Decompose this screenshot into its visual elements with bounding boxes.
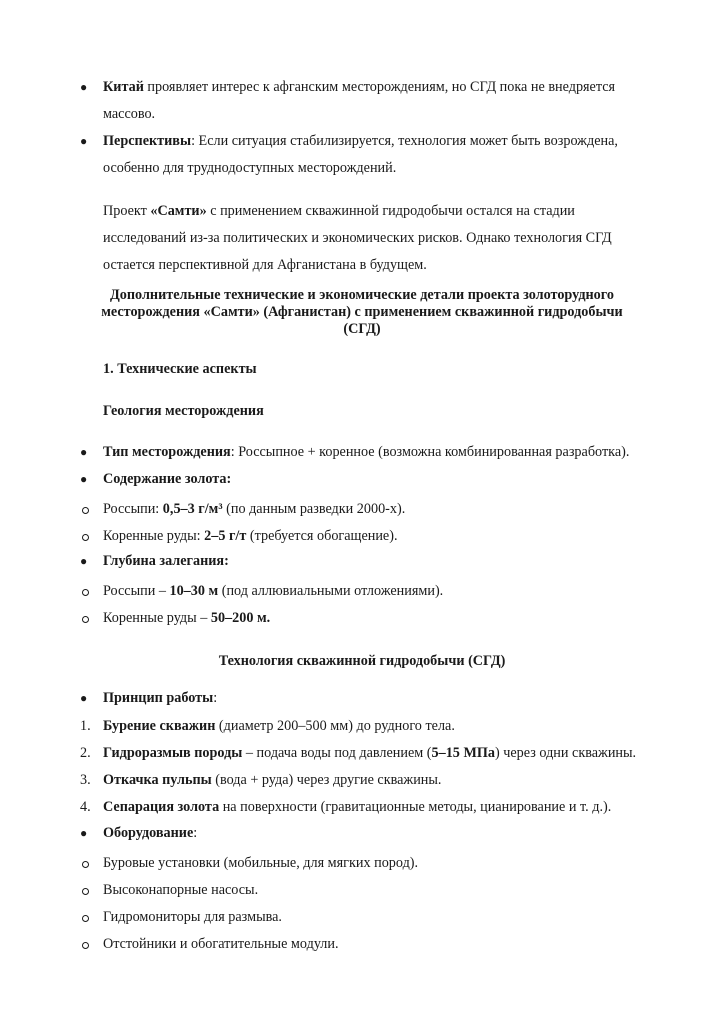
section-title-line-1: Дополнительные технические и экономические детали проекта золоторудного (110, 287, 614, 303)
sub-bullet-ore-depth: Коренные руды – 50–200 м. (103, 610, 271, 626)
heading-geology: Геология месторождения (103, 403, 264, 419)
step-pulp-pumping: Откачка пульпы (вода + руда) через другие скважины. (103, 772, 442, 788)
step-number: 4. (80, 799, 91, 815)
sub-bullet-marker (82, 915, 89, 922)
bullet-marker: ● (80, 134, 88, 148)
technology-title: Технология скважинной гидродобычи (СГД) (218, 653, 506, 669)
step-number: 3. (80, 772, 91, 788)
bullet-equipment: Оборудование: (103, 825, 198, 841)
sub-bullet-marker (82, 861, 89, 868)
sub-bullet-placer-depth: Россыпи – 10–30 м (под аллювиальными отложениями). (103, 583, 444, 599)
section-title-line-2: месторождения «Самти» (Афганистан) с применением скважинной гидродобычи (101, 304, 623, 320)
sub-bullet-marker (82, 942, 89, 949)
sub-bullet-ore-grade: Коренные руды: 2–5 г/т (требуется обогащение). (103, 528, 398, 544)
bullet-china-cont: массово. (103, 106, 156, 122)
equipment-item: Высоконапорные насосы. (103, 882, 259, 898)
step-number: 1. (80, 718, 91, 734)
bullet-prospects-cont: особенно для труднодоступных месторождений. (103, 160, 397, 176)
step-hydro-washout: Гидроразмыв породы – подача воды под давлением (5–15 МПа) через одни скважины. (103, 745, 637, 761)
bullet-principle: Принцип работы: (103, 690, 218, 706)
bullet-depth: Глубина залегания: (103, 553, 229, 569)
sub-bullet-marker (82, 589, 89, 596)
bullet-marker: ● (80, 80, 88, 94)
equipment-item: Буровые установки (мобильные, для мягких пород). (103, 855, 419, 871)
bullet-marker: ● (80, 445, 88, 459)
paragraph-line-3: остается перспективной для Афганистана в будущем. (103, 257, 427, 273)
sub-bullet-marker (82, 507, 89, 514)
section-title-line-3: (СГД) (343, 321, 381, 337)
heading-technical-aspects: 1. Технические аспекты (103, 361, 257, 377)
step-number: 2. (80, 745, 91, 761)
equipment-item: Отстойники и обогатительные модули. (103, 936, 339, 952)
paragraph-line-1: Проект «Самти» с применением скважинной гидродобычи остался на стадии (103, 203, 575, 219)
equipment-item: Гидромониторы для размыва. (103, 909, 282, 925)
bullet-gold-content: Содержание золота: (103, 471, 232, 487)
bullet-china: Китай проявляет интерес к афганским месторождениям, но СГД пока не внедряется (103, 79, 616, 95)
step-gold-separation: Сепарация золота на поверхности (гравитационные методы, цианирование и т. д.). (103, 799, 612, 815)
bullet-prospects: Перспективы: Если ситуация стабилизируется, технология может быть возрождена, (103, 133, 618, 149)
step-drilling: Бурение скважин (диаметр 200–500 мм) до рудного тела. (103, 718, 455, 734)
bullet-deposit-type: Тип месторождения: Россыпное + коренное (возможна комбинированная разработка). (103, 444, 630, 460)
bullet-marker: ● (80, 826, 88, 840)
bullet-marker: ● (80, 472, 88, 486)
sub-bullet-marker (82, 888, 89, 895)
sub-bullet-placer-grade: Россыпи: 0,5–3 г/м³ (по данным разведки 2000-х). (103, 501, 406, 517)
paragraph-line-2: исследований из-за политических и экономических рисков. Однако технология СГД (103, 230, 612, 246)
bullet-marker: ● (80, 554, 88, 568)
bullet-marker: ● (80, 691, 88, 705)
sub-bullet-marker (82, 616, 89, 623)
sub-bullet-marker (82, 534, 89, 541)
